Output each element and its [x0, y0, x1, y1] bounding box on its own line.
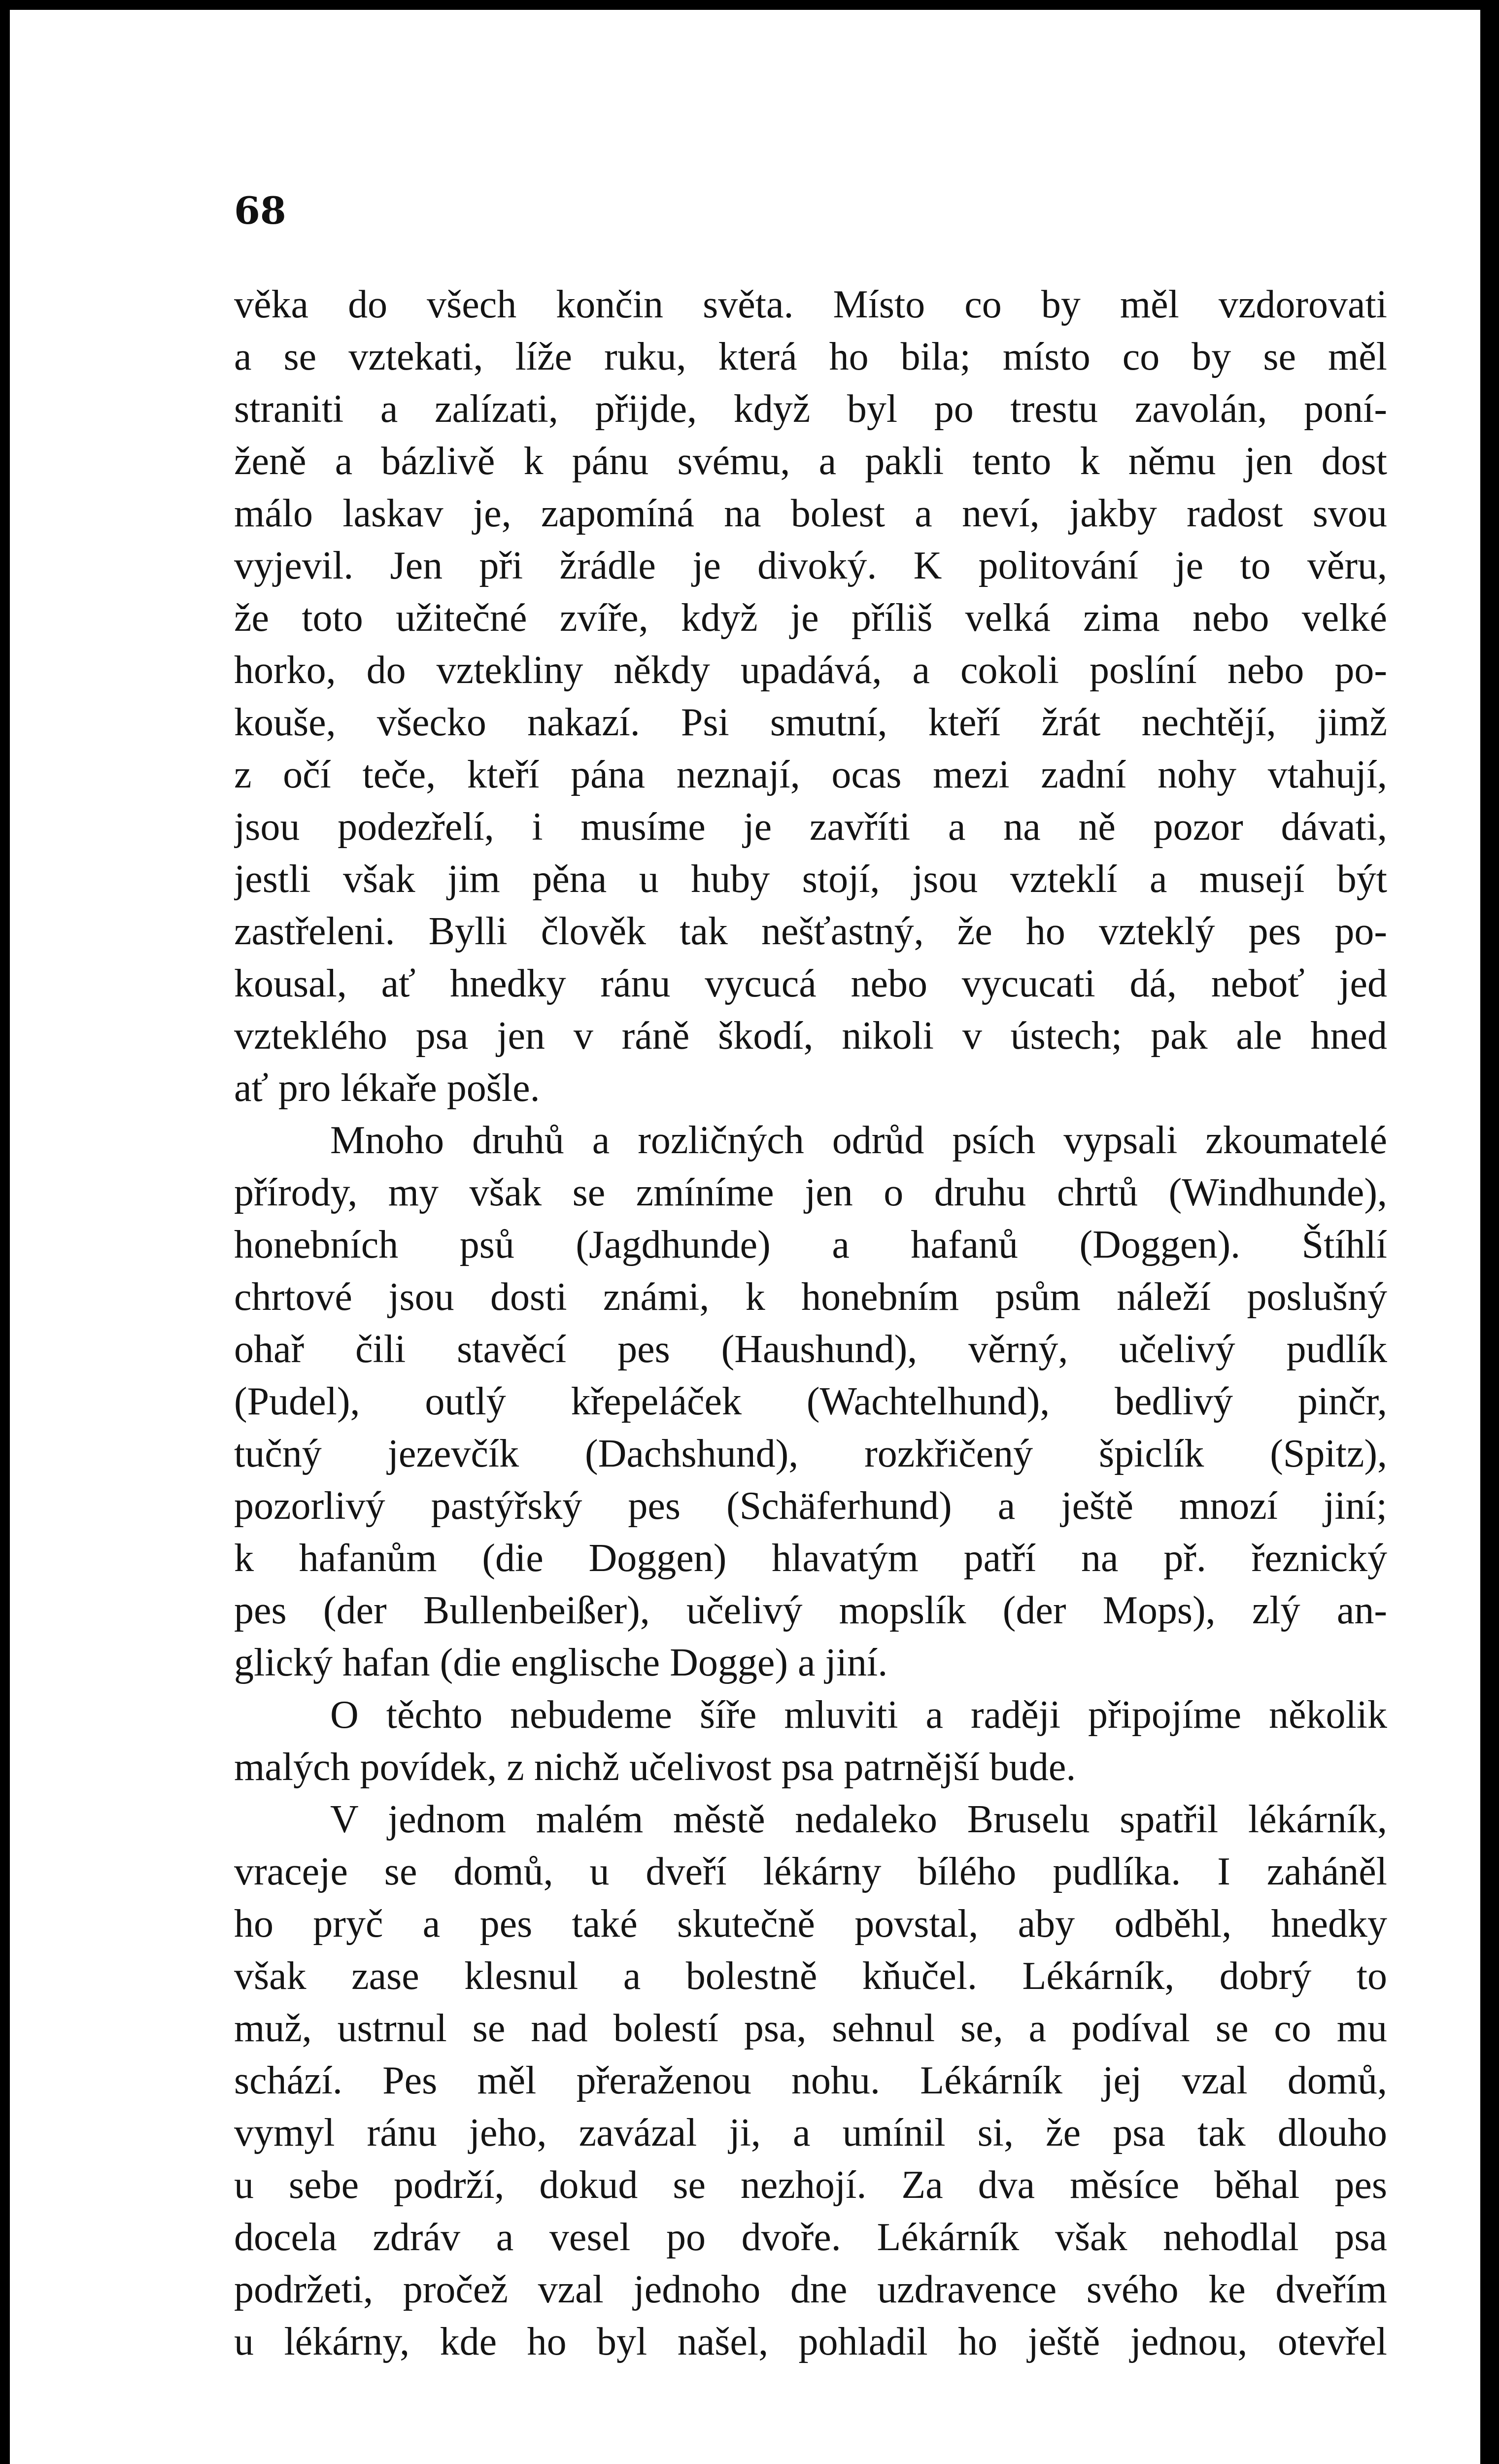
text-line: a se vztekati, líže ruku, která ho bila; místo co by se měl	[234, 335, 1387, 378]
text-line: malých povídek, z nichž učelivost psa patrnější bude.	[234, 1745, 1076, 1789]
text-line: tučný jezevčík (Dachshund), rozkřičený špiclík (Spitz),	[234, 1432, 1387, 1475]
text-line: V jednom malém městě nedaleko Bruselu spatřil lékárník,	[330, 1798, 1387, 1841]
text-line: pozorlivý pastýřský pes (Schäferhund) a ještě mnozí jiní;	[234, 1484, 1387, 1528]
text-line: málo laskav je, zapomíná na bolest a neví, jakby radost svou	[234, 492, 1387, 535]
text-line: Mnoho druhů a rozličných odrůd psích vypsali zkoumatelé	[330, 1119, 1387, 1162]
text-line: glický hafan (die englische Dogge) a jiní.	[234, 1641, 888, 1684]
text-line: věka do všech končin světa. Místo co by měl vzdorovati	[234, 283, 1387, 326]
text-line: u sebe podrží, dokud se nezhojí. Za dva měsíce běhal pes	[234, 2163, 1387, 2207]
text-line: ať pro lékaře pošle.	[234, 1066, 540, 1110]
text-line: podržeti, pročež vzal jednoho dne uzdravence svého ke dveřím	[234, 2268, 1387, 2311]
text-line: horko, do vztekliny někdy upadává, a cokoli poslíní nebo po-	[234, 649, 1387, 692]
text-line: však zase klesnul a bolestně kňučel. Lékárník, dobrý to	[234, 1954, 1387, 1998]
text-line: u lékárny, kde ho byl našel, pohladil ho ještě jednou, otevřel	[234, 2320, 1387, 2363]
text-line: kouše, všecko nakazí. Psi smutní, kteří žrát nechtějí, jimž	[234, 701, 1387, 744]
text-line: vzteklého psa jen v ráně škodí, nikoli v ústech; pak ale hned	[234, 1014, 1387, 1058]
text-line: z očí teče, kteří pána neznají, ocas mezi zadní nohy vtahují,	[234, 753, 1387, 796]
book-page	[10, 10, 1481, 2464]
text-line: chrtové jsou dosti známi, k honebním psům náleží poslušný	[234, 1275, 1387, 1319]
text-line: vraceje se domů, u dveří lékárny bílého pudlíka. I zaháněl	[234, 1850, 1387, 1893]
body-text	[234, 278, 1387, 2368]
text-line: že toto užitečné zvíře, když je příliš velká zima nebo velké	[234, 596, 1387, 640]
text-line: (Pudel), outlý křepeláček (Wachtelhund), bedlivý pinčr,	[234, 1380, 1387, 1423]
scan-border	[1480, 0, 1499, 2464]
text-line: schází. Pes měl přeraženou nohu. Lékárník jej vzal domů,	[234, 2059, 1387, 2102]
page-number: 68	[234, 189, 286, 233]
text-line: pes (der Bullenbeißer), učelivý mopslík (der Mops), zlý an-	[234, 1589, 1387, 1632]
text-line: straniti a zalízati, přijde, když byl po trestu zavolán, poní-	[234, 387, 1387, 431]
text-line: ohař čili stavěcí pes (Haushund), věrný, učelivý pudlík	[234, 1328, 1387, 1371]
text-line: vyjevil. Jen při žrádle je divoký. K politování je to věru,	[234, 544, 1387, 587]
text-line: ho pryč a pes také skutečně povstal, aby odběhl, hnedky	[234, 1902, 1387, 1946]
text-line: zastřeleni. Bylli člověk tak nešťastný, že ho vzteklý pes po-	[234, 910, 1387, 953]
text-line: vymyl ránu jeho, zavázal ji, a umínil si, že psa tak dlouho	[234, 2111, 1387, 2155]
text-line: ženě a bázlivě k pánu svému, a pakli tento k němu jen dost	[234, 440, 1387, 483]
text-line: jsou podezřelí, i musíme je zavříti a na ně pozor dávati,	[234, 805, 1387, 849]
text-line: docela zdráv a vesel po dvoře. Lékárník však nehodlal psa	[234, 2216, 1387, 2259]
text-line: kousal, ať hnedky ránu vycucá nebo vycucati dá, neboť jed	[234, 962, 1387, 1005]
text-line: honebních psů (Jagdhunde) a hafanů (Doggen). Štíhlí	[234, 1223, 1387, 1266]
text-line: přírody, my však se zmíníme jen o druhu chrtů (Windhunde),	[234, 1171, 1387, 1214]
text-line: k hafanům (die Doggen) hlavatým patří na př. řeznický	[234, 1537, 1387, 1580]
text-line: O těchto nebudeme šíře mluviti a raději připojíme několik	[330, 1693, 1387, 1737]
text-line: jestli však jim pěna u huby stojí, jsou vzteklí a musejí být	[234, 857, 1387, 901]
text-line: muž, ustrnul se nad bolestí psa, sehnul se, a podíval se co mu	[234, 2007, 1387, 2050]
